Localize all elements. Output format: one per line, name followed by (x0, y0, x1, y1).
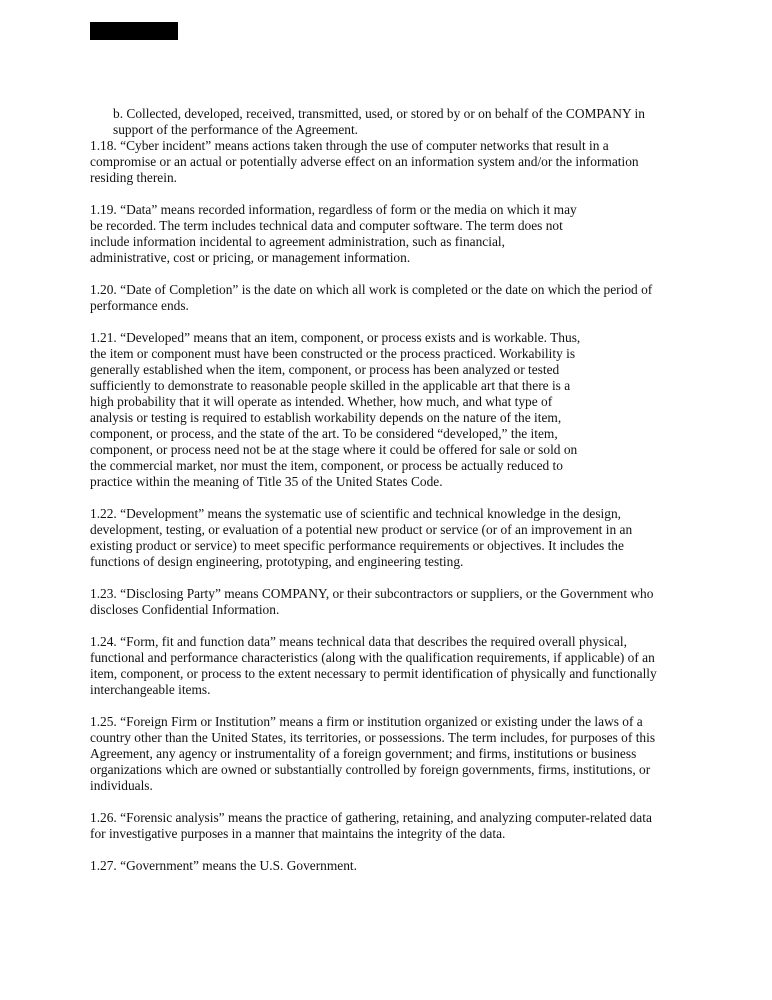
text-line: item, component, or process to the extent necessary to permit identification of physically and functionally (90, 666, 657, 681)
text-line: b. Collected, developed, received, transmitted, used, or stored by or on behalf of the COMPANY in (113, 106, 645, 121)
text-line: be recorded. The term includes technical data and computer software. The term does not (90, 218, 563, 233)
text-line: compromise or an actual or potentially adverse effect on an information system and/or the information (90, 154, 639, 169)
definition-paragraph-1-27 (90, 858, 690, 874)
definition-paragraph-1-18 (90, 138, 690, 186)
text-line: 1.24. “Form, fit and function data” means technical data that describes the required overall physical, (90, 634, 627, 649)
text-line: practice within the meaning of Title 35 of the United States Code. (90, 474, 443, 489)
redacted-header-block (90, 22, 178, 40)
text-line: performance ends. (90, 298, 189, 313)
text-line: functions of design engineering, prototyping, and engineering testing. (90, 554, 464, 569)
text-line: 1.23. “Disclosing Party” means COMPANY, or their subcontractors or suppliers, or the Government who (90, 586, 654, 601)
text-line: sufficiently to demonstrate to reasonable people skilled in the applicable art that there is a (90, 378, 571, 393)
text-line: individuals. (90, 778, 153, 793)
definition-paragraph-1-22 (90, 506, 690, 570)
text-line: component, or process, and the state of the art. To be considered “developed,” the item, (90, 426, 558, 441)
definition-paragraph-1-23 (90, 586, 690, 618)
text-line: development, testing, or evaluation of a potential new product or service (or of an improvement in an (90, 522, 633, 537)
text-line: generally established when the item, component, or process has been analyzed or tested (90, 362, 560, 377)
text-line: 1.20. “Date of Completion” is the date on which all work is completed or the date on which the period of (90, 282, 653, 297)
definition-paragraph-1-25 (90, 714, 690, 794)
text-line: 1.18. “Cyber incident” means actions taken through the use of computer networks that result in a (90, 138, 609, 153)
text-line: 1.22. “Development” means the systematic use of scientific and technical knowledge in the design, (90, 506, 621, 521)
text-line: for investigative purposes in a manner that maintains the integrity of the data. (90, 826, 506, 841)
text-line: 1.26. “Forensic analysis” means the practice of gathering, retaining, and analyzing computer-related data (90, 810, 652, 825)
definition-paragraph-1-21 (90, 330, 690, 490)
text-line: 1.19. “Data” means recorded information, regardless of form or the media on which it may (90, 202, 577, 217)
text-line: Agreement, any agency or instrumentality of a foreign government; and firms, institutions or business (90, 746, 637, 761)
text-line: the commercial market, nor must the item, component, or process be actually reduced to (90, 458, 563, 473)
text-line: 1.27. “Government” means the U.S. Government. (90, 858, 358, 873)
text-line: analysis or testing is required to establish workability depends on the nature of the item, (90, 410, 562, 425)
definition-paragraph-1-17b (90, 106, 690, 138)
text-line: discloses Confidential Information. (90, 602, 280, 617)
text-line: the item or component must have been constructed or the process practiced. Workability is (90, 346, 576, 361)
text-line: functional and performance characteristics (along with the qualification requirements, if applicable) of an (90, 650, 655, 665)
text-line: interchangeable items. (90, 682, 211, 697)
text-line: residing therein. (90, 170, 178, 185)
text-line: 1.21. “Developed” means that an item, component, or process exists and is workable. Thus, (90, 330, 581, 345)
text-line: administrative, cost or pricing, or management information. (90, 250, 411, 265)
document-page (90, 106, 690, 890)
text-line: existing product or service) to meet specific performance requirements or objectives. It includes the (90, 538, 624, 553)
definition-paragraph-1-20 (90, 282, 690, 314)
definition-paragraph-1-26 (90, 810, 690, 842)
text-line: 1.25. “Foreign Firm or Institution” means a firm or institution organized or existing under the laws of a (90, 714, 643, 729)
text-line: support of the performance of the Agreement. (113, 122, 359, 137)
text-line: organizations which are owned or substantially controlled by foreign governments, firms, institutions, or (90, 762, 651, 777)
text-line: component, or process need not be at the stage where it could be offered for sale or sold on (90, 442, 578, 457)
definition-paragraph-1-19 (90, 202, 690, 266)
text-line: high probability that it will operate as intended. Whether, how much, and what type of (90, 394, 553, 409)
text-line: country other than the United States, its territories, or possessions. The term includes, for purposes of this (90, 730, 656, 745)
definition-paragraph-1-24 (90, 634, 690, 698)
text-line: include information incidental to agreement administration, such as financial, (90, 234, 505, 249)
